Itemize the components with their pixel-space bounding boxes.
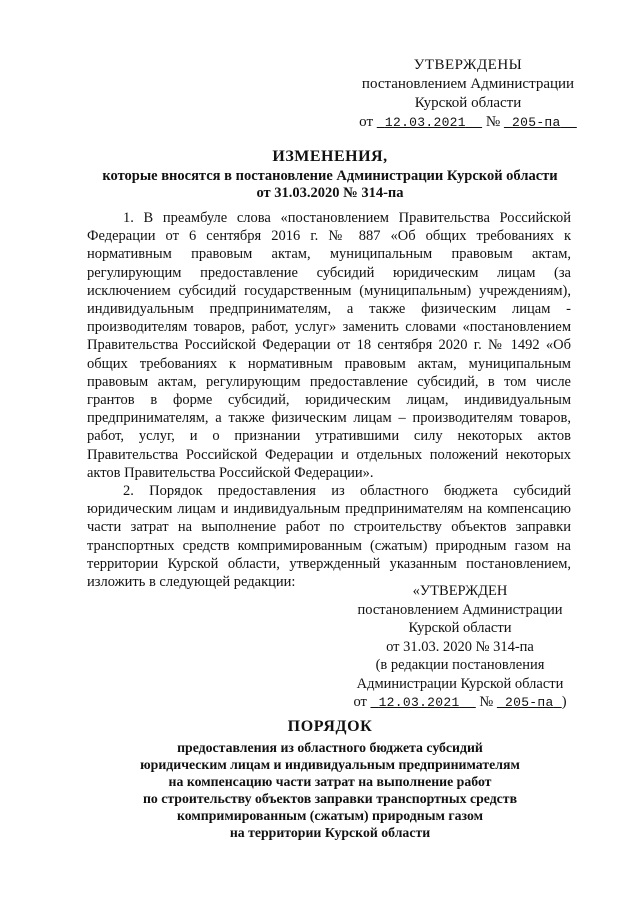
approval2-line-4: (в редакции постановления: [375, 657, 545, 673]
document-body: [87, 209, 571, 591]
order-title: ПОРЯДОК: [287, 718, 373, 735]
order-subtitle-line: предоставления из областного бюджета субсидий: [177, 740, 483, 755]
date-prefix: от: [353, 694, 367, 710]
order-subtitle-line: компримированным (сжатым) природным газом: [176, 808, 484, 823]
approval2-line-2: Курской области: [408, 620, 512, 636]
approval-stamp: [358, 56, 578, 132]
changes-title-block: [60, 148, 600, 202]
approval-line-1: постановлением Администрации: [361, 76, 575, 92]
order-title-block: [60, 718, 600, 841]
approval-date-line: [358, 113, 578, 132]
approval2-heading: «УТВЕРЖДЕН: [412, 583, 508, 599]
approval2-number: 205-па: [505, 695, 554, 710]
approval2-line-1: постановлением Администрации: [357, 601, 563, 618]
order-subtitle-line: юридическим лицам и индивидуальным предпринимателям: [140, 757, 520, 772]
approval2-line-3: от 31.03. 2020 № 314-па: [386, 638, 534, 655]
changes-subtitle-2: от 31.03.2020 № 314-па: [256, 185, 404, 201]
changes-title: ИЗМЕНЕНИЯ,: [272, 148, 388, 165]
approval2-line-5: Администрации Курской области: [356, 675, 564, 692]
changes-subtitle-1: которые вносятся в постановление Администрации Курской области: [102, 168, 558, 184]
approval-number: 205-па: [512, 115, 561, 130]
paragraph-2: 2. Порядок предоставления из областного бюджета субсидий юридическим лицам и индивидуальным предпринимателям на компенсацию части затрат на выполнение работ по строительству объектов заправки транспортных средств компримированным (сжатым) природным газом на территории Курской области, утвержденный указанным постановлением, изложить в следующей редакции:: [87, 483, 571, 591]
approval-heading: УТВЕРЖДЕНЫ: [413, 57, 523, 73]
order-subtitle-line: на компенсацию части затрат на выполнение работ: [168, 774, 492, 789]
order-subtitle-line: на территории Курской области: [229, 825, 431, 840]
paragraph-1: 1. В преамбуле слова «постановлением Правительства Российской Федерации от 6 сентября 2016 г. № 887 «Об общих требованиях к нормативным правовым актам, муниципальным правовым актам, регулирующим предоставление субсидий юридическим лицам (за исключением субсидий государственным (муниципальным) учреждениям), индивидуальным предпринимателям, а также физическим лицам - производителям товаров, работ, услуг» заменить словами «постановлением Правительства Российской Федерации от 18 сентября 2020 г. № 1492 «Об общих требованиях к нормативным правовым актам, муниципальным правовым актам, регулирующим предоставление субсидий, в том числе грантов в форме субсидий, юридическим лицам, индивидуальным предпринимателям, а также физическим лицам – производителям товаров, работ, услуг, и о признании утратившими силу некоторых актов Правительства Российской Федерации и отдельных положений некоторых актов Правительства Российской Федерации».: [87, 210, 571, 481]
approval2-date: 12.03.2021: [378, 695, 460, 710]
approval-date: 12.03.2021: [384, 115, 466, 130]
approval2-date-line: [340, 693, 580, 713]
number-prefix: №: [485, 114, 501, 130]
order-subtitle-line: по строительству объектов заправки транспортных средств: [142, 791, 518, 806]
number-prefix: №: [479, 694, 494, 710]
approval-line-2: Курской области: [414, 95, 522, 111]
closing-paren: ): [561, 694, 567, 710]
date-prefix: от: [359, 114, 374, 130]
approval-stamp-order: [340, 582, 580, 713]
